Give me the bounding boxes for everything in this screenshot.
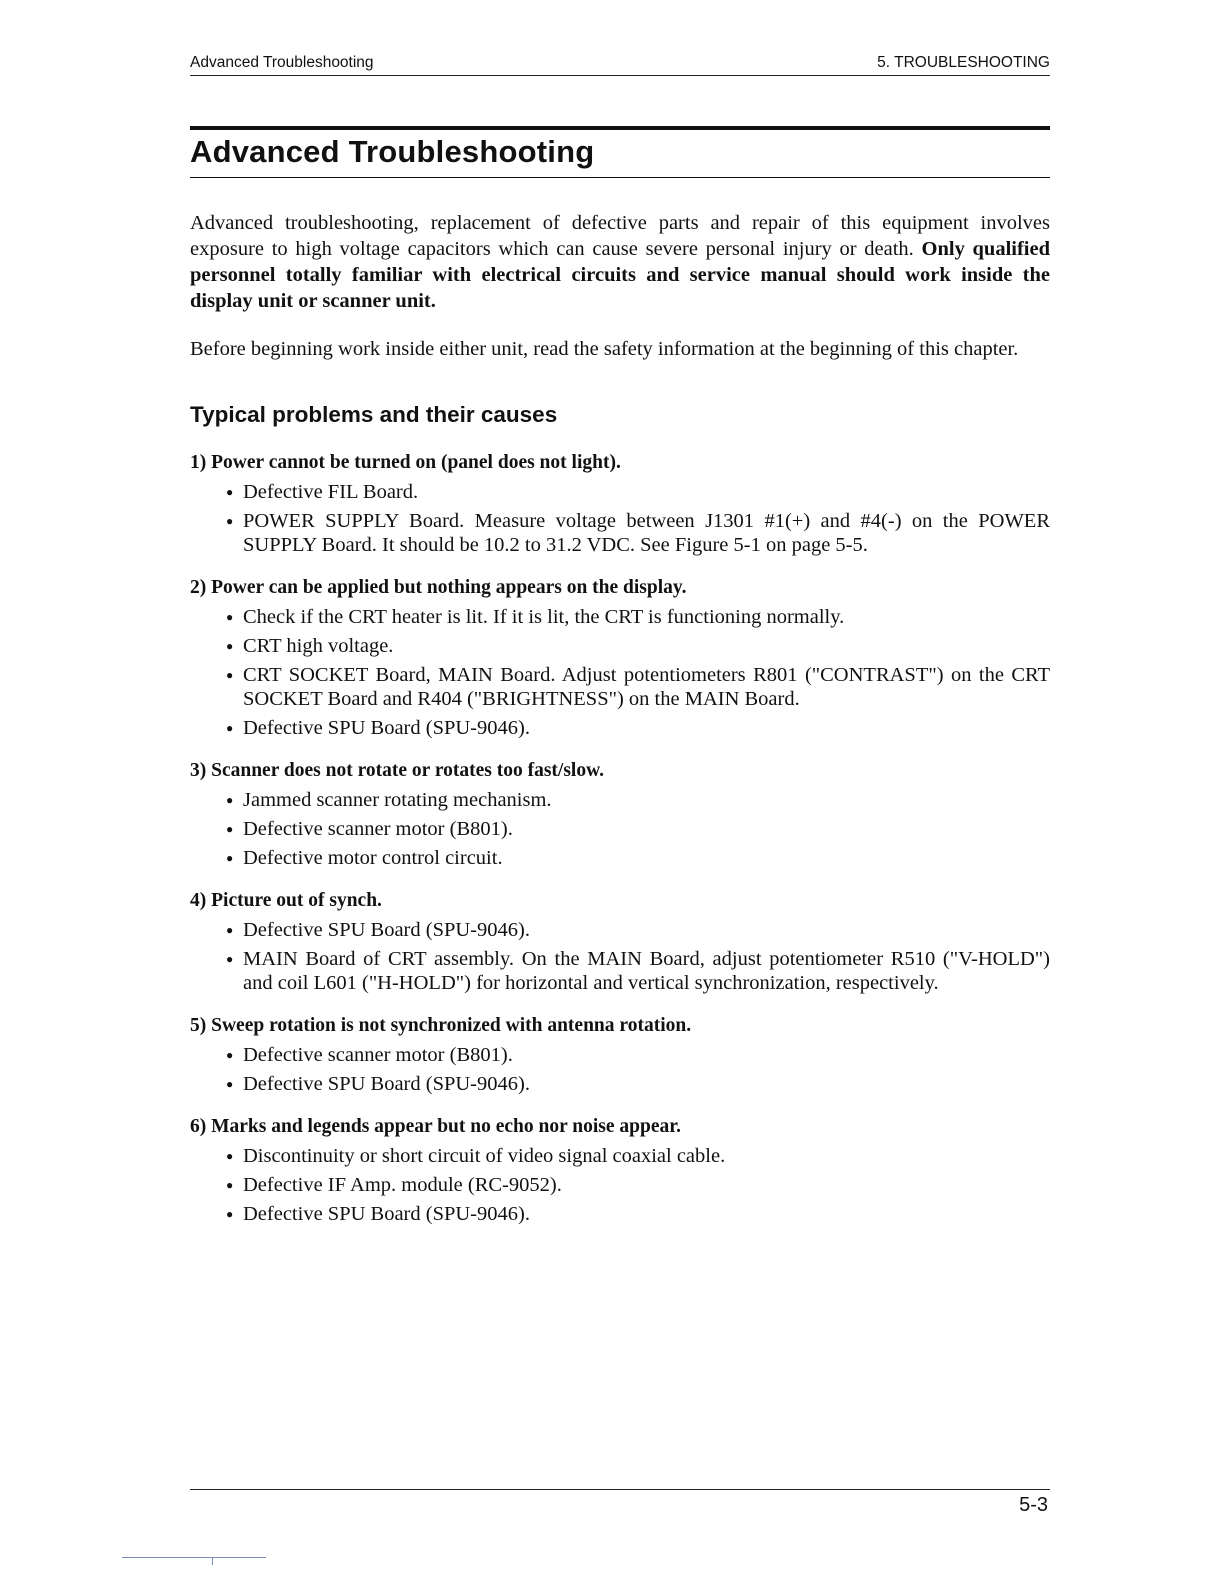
- bullet-icon: ●: [226, 1149, 234, 1163]
- bullet-icon: ●: [226, 668, 234, 682]
- problem-item: [190, 450, 1050, 557]
- cause-item: [226, 1202, 1050, 1226]
- cause-text: Defective SPU Board (SPU-9046).: [243, 1203, 530, 1225]
- bullet-icon: ●: [226, 952, 234, 966]
- cause-item: [226, 947, 1050, 995]
- page-header: [190, 48, 1050, 76]
- cause-text: Defective SPU Board (SPU-9046).: [243, 717, 530, 739]
- bullet-icon: ●: [226, 1178, 234, 1192]
- cause-item: [226, 1173, 1050, 1197]
- bullet-icon: ●: [226, 822, 234, 836]
- cause-text: Defective SPU Board (SPU-9046).: [243, 919, 530, 941]
- problem-title: 2) Power can be applied but nothing appears on the display.: [190, 577, 687, 598]
- cause-text: Defective motor control circuit.: [243, 847, 503, 869]
- problem-title: 5) Sweep rotation is not synchronized with antenna rotation.: [190, 1015, 692, 1036]
- scan-mark-tick: [212, 1557, 213, 1565]
- section-heading: Typical problems and their causes: [190, 402, 558, 427]
- problem-list: [190, 450, 1050, 1226]
- problem-title: 4) Picture out of synch.: [190, 890, 382, 911]
- cause-text: MAIN Board of CRT assembly. On the MAIN Board, adjust potentiometer R510 ("V-HOLD") and coil L601 ("H-HOLD") for horizontal and vertical synchronization, respectively.: [243, 948, 1050, 994]
- cause-item: [226, 918, 1050, 942]
- main-content: [190, 210, 1050, 1244]
- safety-paragraph: Before beginning work inside either unit, read the safety information at the beginning of this chapter.: [190, 338, 1019, 360]
- cause-text: Discontinuity or short circuit of video signal coaxial cable.: [243, 1145, 726, 1167]
- scan-mark-line: [122, 1557, 266, 1558]
- bullet-icon: ●: [226, 1048, 234, 1062]
- bullet-icon: ●: [226, 721, 234, 735]
- cause-list: [190, 918, 1050, 995]
- title-rule-top: [190, 126, 1050, 130]
- cause-item: [226, 605, 1050, 629]
- footer-rule: [190, 1489, 1050, 1490]
- problem-item: [190, 758, 1050, 870]
- title-rule-bottom: [190, 177, 1050, 178]
- cause-text: Defective scanner motor (B801).: [243, 818, 513, 840]
- cause-list: [190, 1144, 1050, 1226]
- cause-item: [226, 716, 1050, 740]
- cause-list: [190, 788, 1050, 870]
- header-right-text: 5. TROUBLESHOOTING: [877, 54, 1050, 71]
- cause-text: Defective scanner motor (B801).: [243, 1044, 513, 1066]
- cause-item: [226, 509, 1050, 557]
- cause-text: POWER SUPPLY Board. Measure voltage between J1301 #1(+) and #4(-) on the POWER SUPPLY Board. It should be 10.2 to 31.2 VDC. See Figure 5-1 on page 5-5.: [243, 510, 1050, 556]
- bullet-icon: ●: [226, 793, 234, 807]
- warning-bold-text: Only qualified personnel totally familiar with electrical circuits and service manual should work inside the display unit or scanner unit.: [190, 238, 1051, 312]
- warning-paragraph: [190, 210, 1050, 314]
- cause-text: Defective SPU Board (SPU-9046).: [243, 1073, 530, 1095]
- problem-title: 3) Scanner does not rotate or rotates too fast/slow.: [190, 760, 604, 781]
- cause-text: CRT high voltage.: [243, 635, 394, 657]
- bullet-icon: ●: [226, 514, 234, 528]
- problem-item: [190, 575, 1050, 740]
- cause-item: [226, 480, 1050, 504]
- cause-item: [226, 817, 1050, 841]
- cause-text: Jammed scanner rotating mechanism.: [243, 789, 552, 811]
- bullet-icon: ●: [226, 639, 234, 653]
- header-left-text: Advanced Troubleshooting: [190, 54, 374, 71]
- problem-title: 6) Marks and legends appear but no echo nor noise appear.: [190, 1116, 682, 1137]
- cause-item: [226, 1043, 1050, 1067]
- cause-list: [190, 1043, 1050, 1096]
- problem-item: [190, 1013, 1050, 1096]
- cause-item: [226, 1144, 1050, 1168]
- cause-item: [226, 788, 1050, 812]
- bullet-icon: ●: [226, 1077, 234, 1091]
- bullet-icon: ●: [226, 485, 234, 499]
- cause-item: [226, 634, 1050, 658]
- cause-list: [190, 480, 1050, 557]
- bullet-icon: ●: [226, 1207, 234, 1221]
- problem-item: [190, 888, 1050, 995]
- bullet-icon: ●: [226, 610, 234, 624]
- cause-item: [226, 663, 1050, 711]
- cause-text: Check if the CRT heater is lit. If it is lit, the CRT is functioning normally.: [243, 606, 845, 628]
- cause-text: Defective IF Amp. module (RC-9052).: [243, 1174, 562, 1196]
- warning-text: Advanced troubleshooting, replacement of defective parts and repair of this equipment involves exposure to high voltage capacitors which can cause severe personal injury or death.: [190, 212, 1050, 260]
- bullet-icon: ●: [226, 851, 234, 865]
- problem-item: [190, 1114, 1050, 1226]
- problem-title: 1) Power cannot be turned on (panel does not light).: [190, 452, 621, 473]
- cause-text: CRT SOCKET Board, MAIN Board. Adjust potentiometers R801 ("CONTRAST") on the CRT SOCKET Board and R404 ("BRIGHTNESS") on the MAIN Board.: [243, 664, 1050, 710]
- cause-text: Defective FIL Board.: [243, 481, 419, 503]
- cause-item: [226, 846, 1050, 870]
- cause-list: [190, 605, 1050, 740]
- page-title: Advanced Troubleshooting: [190, 134, 595, 169]
- page-number: 5-3: [1019, 1494, 1048, 1516]
- cause-item: [226, 1072, 1050, 1096]
- bullet-icon: ●: [226, 923, 234, 937]
